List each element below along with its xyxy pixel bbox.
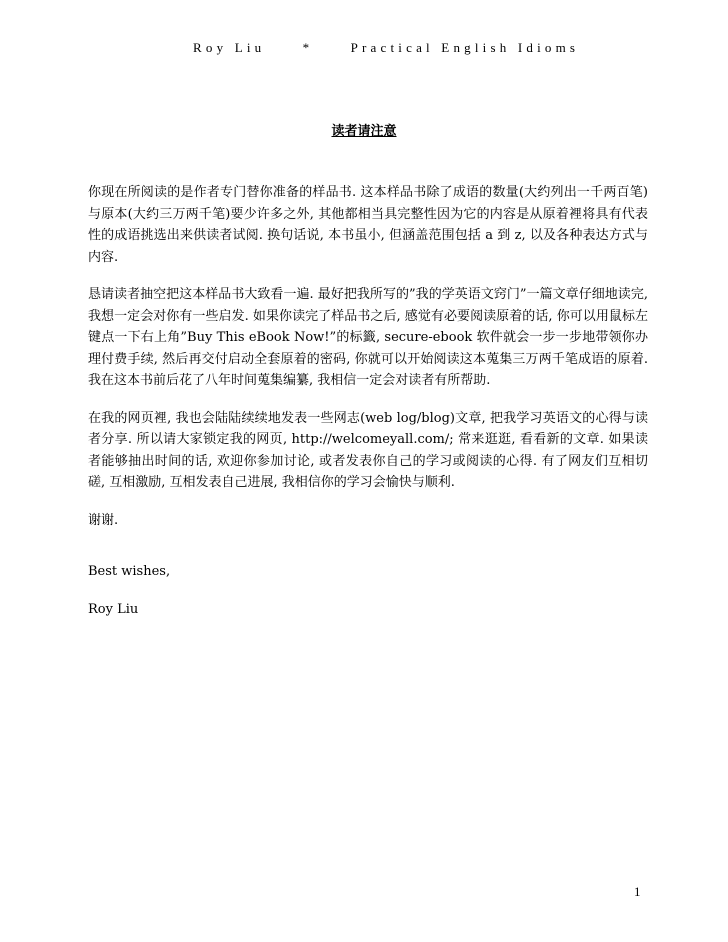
- header-book-title: Practical English Idioms: [350, 40, 580, 55]
- notice-title: [0, 120, 728, 139]
- running-header: [0, 40, 728, 56]
- header-separator: *: [302, 40, 314, 55]
- header-author: Roy Liu: [193, 40, 266, 55]
- paragraph-request: 恳请读者抽空把这本样品书大致看一遍. 最好把我所写的”我的学英语文窍门”一篇文章仔细地读完, 我想一定会对你有一些启发. 如果你读完了样品书之后, 感觉有必要阅读原着的话, 你可以用鼠标左键点一下右上角”Buy This eBook Now!”的标籤, secure-ebook 软件就会一步一步地带领你办理付费手续, 然后再交付启动全套原着的密码, 你就可以开始阅读这本蒐集三万两千笔成语的原着. 我在这本书前后花了八年时间蒐集编纂, 我相信一定会对读者有所帮助.: [88, 287, 648, 388]
- paragraph-thanks: 谢谢.: [88, 512, 119, 528]
- page-number: 1: [634, 884, 641, 899]
- body-text: [88, 182, 648, 636]
- paragraph-signature: Roy Liu: [88, 601, 139, 617]
- notice-title-text: 读者请注意: [331, 124, 397, 139]
- paragraph-closing: Best wishes,: [88, 564, 171, 579]
- paragraph-website: 在我的网页裡, 我也会陆陆续续地发表一些网志(web log/blog)文章, 把我学习英语文的心得与读者分享. 所以请大家锁定我的网页, http://welcomeyall.com/; 常来逛逛, 看看新的文章. 如果读者能够抽出时间的话, 欢迎你参加讨论, 或者发表你自己的学习或阅读的心得. 有了网友们互相切磋, 互相激励, 互相发表自己进展, 我相信你的学习会愉快与顺利.: [88, 410, 648, 490]
- paragraph-intro: 你现在所阅读的是作者专门替你准备的样品书. 这本样品书除了成语的数量(大约列出一千两百笔)与原本(大约三万两千笔)要少许多之外, 其他都相当具完整性因为它的内容是从原着裡将具有代表性的成语挑选出来供读者试阅. 换句话说, 本书虽小, 但涵盖范围包括 a 到 z, 以及各种表达方式与内容.: [88, 185, 648, 265]
